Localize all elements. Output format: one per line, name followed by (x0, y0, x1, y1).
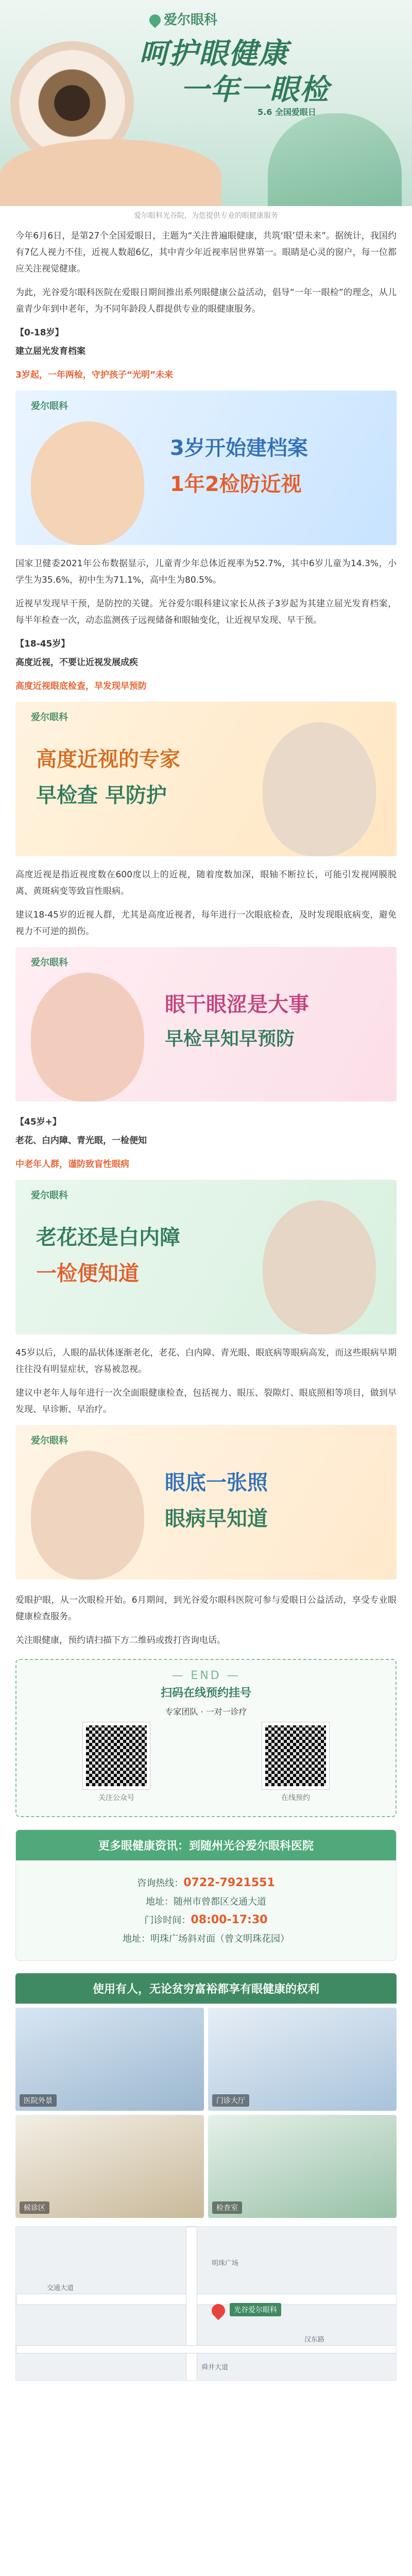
qr-block[interactable] (262, 1722, 329, 1803)
section-18-45-body (0, 867, 412, 940)
brand-logo (149, 9, 217, 28)
qr-row (27, 1722, 385, 1803)
map-road (16, 2294, 397, 2305)
logo-text: 爱尔眼科 (164, 12, 218, 28)
closing-text (0, 1592, 412, 1649)
poster-title-2: 眼病早知道 (165, 1507, 268, 1531)
section-tag: 【18-45岁】 (15, 639, 70, 649)
section-paragraph: 近视早发现早干预，是防控的关键。光谷爱尔眼科建议家长从孩子3岁起为其建立屈光发育档案，每半年检查一次，动态监测孩子远视储备和眼轴变化，让近视早发现、早干预。 (15, 599, 397, 625)
hours-label: 门诊时间： (144, 1915, 191, 1926)
section-tag: 【45岁+】 (15, 1117, 61, 1127)
hero-subline: 5.6 全国爱眼日 (258, 107, 316, 117)
closing-paragraph: 关注眼健康，预约请扫描下方二维码或拨打咨询电话。 (15, 1635, 226, 1646)
hospital-photo (15, 2115, 204, 2218)
plant-illustration (268, 113, 402, 206)
address-value: 随州市曾都区交通大道 (174, 1896, 266, 1907)
section-45-plus-body (0, 1345, 412, 1418)
hours-value: 08:00-17:30 (191, 1913, 268, 1926)
map-road (16, 2345, 397, 2353)
section-paragraph: 国家卫健委2021年公布数据显示，儿童青少年总体近视率为52.7%，其中6岁儿童为14.3%，小学生为35.6%，初中生为71.1%，高中生为80.5%。 (15, 558, 397, 585)
qr-label: 关注公众号 (98, 1794, 134, 1802)
map-road (186, 2227, 197, 2381)
promo-poster-cataract (15, 1180, 397, 1334)
section-45-plus (0, 1114, 412, 1173)
qr-code-icon[interactable] (83, 1722, 150, 1789)
qr-code-icon[interactable] (262, 1722, 329, 1789)
intro-paragraph: 今年6月6日，是第27个全国爱眼日，主题为“关注普遍眼健康，共筑‘眼’望未来”。据统计，我国约有7亿人视力不佳，近视人数超6亿，其中青少年近视率居世界第一。眼睛是心灵的窗户，每一位都应关注视觉健康。 (15, 231, 397, 274)
poster-title-2: 早检早知早预防 (165, 1028, 295, 1049)
photo-label: 门诊大厅 (212, 2094, 249, 2107)
section-heading: 3岁起，一年两检，守护孩子“光明”未来 (15, 370, 174, 380)
hero-headline-2: 一年一眼检 (180, 73, 330, 107)
intro-paragraph: 为此，光谷爱尔眼科医院在爱眼日期间推出系列眼健康公益活动，倡导“一年一眼检”的理念，从儿童青少年到中老年，为不同年龄段人群提供专业的眼健康服务。 (15, 287, 397, 314)
appointment-card (15, 1659, 397, 1817)
bus-line: 地址：明珠广场斜对面（曾文明珠花园） (123, 1934, 289, 1944)
hospital-photo (15, 2008, 204, 2111)
logo-drop-icon (147, 12, 163, 28)
hero-headline-1: 呵护眼健康 (139, 37, 288, 71)
section-lead: 高度近视，不要让近视发展成疾 (15, 657, 138, 668)
promo-poster-fundus (15, 1425, 397, 1580)
road-label: 汉东路 (304, 2336, 325, 2344)
poster-title-2: 一检便知道 (36, 1262, 139, 1285)
end-divider: — END — (171, 1669, 241, 1682)
section-tag: 【0-18岁】 (15, 328, 64, 338)
section-paragraph: 高度近视是指近视度数在600度以上的近视，随着度数加深，眼轴不断拉长，可能引发视网膜脱离、黄斑病变等致盲性眼病。 (15, 870, 397, 896)
senior-photo (263, 1200, 376, 1334)
poster-title: 眼底一张照 (165, 1471, 268, 1495)
appointment-title: 扫码在线预约挂号 (160, 1687, 251, 1700)
promo-poster-dry-eye (15, 947, 397, 1101)
hospital-info-card (15, 1829, 397, 1961)
qr-block[interactable] (83, 1722, 150, 1803)
road-label: 舜井大道 (201, 2364, 229, 2371)
address-label: 地址： (146, 1896, 174, 1907)
section-18-45 (0, 636, 412, 694)
photo-label: 候诊区 (20, 2201, 49, 2214)
address-line (31, 1894, 381, 1908)
poster-brand: 爱尔眼科 (31, 1435, 68, 1446)
photo-label: 检查室 (212, 2201, 242, 2214)
poster-title: 老花还是白内障 (36, 1226, 180, 1249)
section-heading: 中老年人群，谨防致盲性眼病 (15, 1159, 129, 1170)
hospital-photos (15, 2004, 397, 2222)
promo-poster-high-myopia (15, 702, 397, 856)
woman-photo (31, 973, 144, 1101)
poster-brand: 爱尔眼科 (31, 1190, 68, 1201)
section-paragraph: 建议18-45岁的近视人群，尤其是高度近视者，每年进行一次眼底检查，及时发现眼底病变，避免视力不可逆的损伤。 (15, 910, 397, 937)
poster-title: 3岁开始建档案 (170, 436, 308, 460)
patient-photo (31, 1451, 144, 1580)
photos-title: 使用有人，无论贫穷富裕都享有眼健康的权利 (15, 1973, 397, 2004)
map-pin-label: 光谷爱尔眼科 (230, 2303, 281, 2316)
section-lead: 老花、白内障、青光眼，一检便知 (15, 1136, 147, 1146)
phone-line[interactable] (31, 1876, 381, 1889)
poster-brand: 爱尔眼科 (31, 712, 68, 723)
intro-text (0, 228, 412, 317)
section-heading: 高度近视眼底检查，早发现早预防 (15, 681, 147, 691)
qr-label: 在线预约 (281, 1794, 310, 1802)
hero-banner (0, 0, 412, 206)
location-map[interactable] (15, 2226, 397, 2381)
hours-line (31, 1913, 381, 1926)
section-lead: 建立屈光发育档案 (15, 346, 85, 357)
poster-brand: 爱尔眼科 (31, 401, 68, 412)
poster-title-2: 早检查 早防护 (36, 784, 167, 807)
poster-title: 眼干眼涩是大事 (165, 993, 309, 1016)
photo-label: 医院外景 (20, 2094, 57, 2107)
poster-brand: 爱尔眼科 (31, 957, 68, 968)
section-paragraph: 建议中老年人每年进行一次全面眼健康检查，包括视力、眼压、裂隙灯、眼底照相等项目，做到早发现、早诊断、早治疗。 (15, 1388, 397, 1415)
section-0-18 (0, 325, 412, 383)
section-0-18-body (0, 555, 412, 629)
closing-paragraph: 爱眼护眼，从一次眼检开始。6月期间，到光谷爱尔眼科医院可参与爱眼日公益活动，享受专业眼健康检查服务。 (15, 1595, 397, 1622)
appointment-subtitle: 专家团队 · 一对一诊疗 (165, 1707, 247, 1717)
poster-title-2: 1年2检防近视 (170, 472, 302, 496)
phone-number[interactable]: 0722-7921551 (183, 1876, 275, 1889)
hospital-photo (208, 2115, 397, 2218)
road-label: 明珠广场 (212, 2260, 239, 2267)
hero-caption: 爱尔眼科光谷院，为您提供专业的眼健康服务 (134, 212, 278, 220)
hospital-photo (208, 2008, 397, 2111)
child-photo (31, 421, 144, 545)
poster-title: 高度近视的专家 (36, 748, 180, 771)
doctor-photo (263, 722, 376, 856)
section-paragraph: 45岁以后，人眼的晶状体逐渐老化，老花、白内障、青光眼、眼底病等眼病高发，而这些眼病早期往往没有明显症状，容易被忽视。 (15, 1348, 397, 1375)
hand-illustration (0, 139, 221, 206)
road-label: 交通大道 (47, 2284, 74, 2292)
phone-label: 咨询热线： (137, 1878, 184, 1889)
info-heading: 更多眼健康资讯：到随州光谷爱尔眼科医院 (16, 1830, 396, 1860)
promo-poster-archive (15, 391, 397, 545)
info-body (16, 1860, 396, 1960)
